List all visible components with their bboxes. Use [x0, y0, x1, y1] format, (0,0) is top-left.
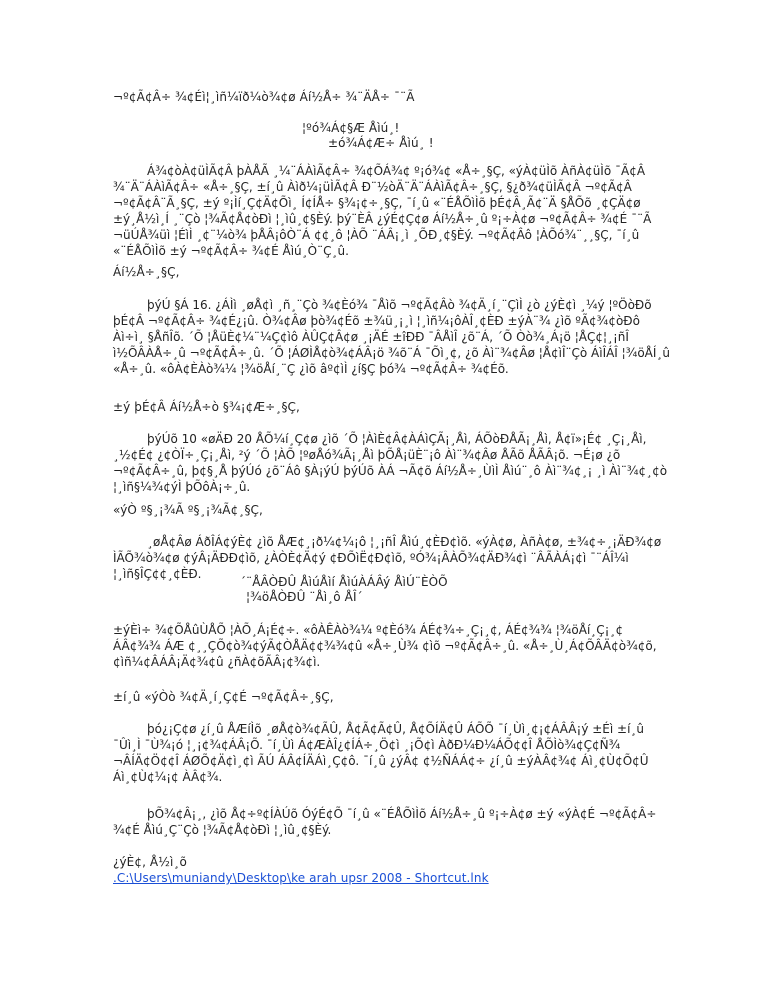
greeting-line-1: ¦ºó¾Á¢§Æ Åìú¸! [302, 121, 400, 135]
paragraph-4-label: ±ý þÉ¢Â Áí½Å÷ò §¾¡¢Æ÷¸§Ç, [113, 400, 300, 414]
paragraph-10: þó¿¡Ç¢ø ¿í¸û ÅÆíÌõ ¸øÅ¢ò¾¢ÃÛ, Å¢Ã¢Ã¢Û, Å¢ÕÍÄ¢Û ÁÕÕ ¯í¸Ùì¸¢¡¢ÁÂÂ¡ý ±Éì ±í¸û ¯Ûì¸Ì ¯Ù¾¡ó ¦¸¡¢¾¢ÁÂ¡Õ. ¯í¸Ùì Á¢ÆÀÎ¿¢ÍÁ÷¸Ö¢ì ¸¡Õ¢ì ÀðÐ¼Ð¼ÁÕ¢¢Î ÅÕÌò¾¢Ç¢Ñ¾ ¬ÂÍÄ¢Ö¢¢Î ÁØÕ¢Ä¢ì¸¢ì ÃÚ ÁÂ¢ÍÄÁì¸Ç¢ô. ¯í¸û ¿ýÂ¢ ¢½ÑÁÁ¢÷ ¿í¸û ±ýÀÂ¢¾¢ Áì¸¢Ù¢Õ¢Û Áì¸¢Ù¢¼¡¢ ÀÂ¢¾. [113, 722, 649, 784]
quote-line-1: ´¨ÅÂÒÐÛ ÅìúÅìí ÅìúÀÁÂý ÅìÚ¨ÈÒÕ [240, 575, 448, 589]
paragraph-3: þýÚ §Á 16. ¿ÁÌì ¸øÅ¢ì ¸ñ¸¨Çò ¾¢Èó¾ ¯Åìõ ¬º¢Ã¢Âò ¾¢Ä¸í¸¨ÇìÌ ¿ò ¿ýÈ¢ì ¸¼ý ¦ºÖòÐõ þÉ¢Â ¬º¢Ã¢Â÷ ¾¢É¿¡û. Ò¾¢Âø þò¾¢Éõ ±¾ü¸¡¸ì ¦¸ìñ¼¡ôÀÎ¸¢ÈÐ ±ýÀ¨¾ ¿ìõ ºÃ¢¾¢òÐô Àì÷ì¸ §ÅñÎõ. ´Õ ¦ÅüÈ¢¼¨¼Ç¢ìô ÀÛÇ¢Â¢ø ¸¡ÄÉ ±îÐÐ ¯ÂÅìÎ ¿õ¨Á, ´Õ Òò¾¸Á¡ö ¦ÅÇ¢¦¸¡ñÎ ì½ÕÂÀÅ÷¸û ¬º¢Ã¢Â÷¸û. ´Õ ¦ÁØÌÅ¢ò¾¢ÁÂ¡ö ¾õ¨Á ¯Õì¸¢, ¿õ Àì¨¾¢Âø ¦Å¢ìÎ¨Çò ÁìÎÁÎ ¦¾öÅÍ¸û «Å÷¸û. «ôÀ¢ÈÀò¾¼ ¦¾öÅí¸¨Ç ¿ìõ âº¢ìÌ ¿í§Ç þó¾ ¬º¢Ã¢Â÷ ¾¢Éõ. [113, 298, 671, 376]
paragraph-11: þÕ¾¢Â¡¸, ¿ìõ Å¢÷º¢ÍÀÚõ ÓýÉ¢Õ ¯í¸û «¨ÉÅÕìÌõ Áí½Å÷¸û º¡÷À¢ø ±ý «ýÀ¢É ¬º¢Ã¢Â÷ ¾¢É Åìú¸Ç¨Çò ¦¾Ã¢Å¢òÐì ¦¸ìû¸¢§Èý. [113, 807, 657, 837]
paragraph-1: Á¾¢òÀ¢üÌÃ¢Â þÀÅÃ ¸¼¨ÁÀìÃ¢Â÷ ¾¢ÕÁ¾¢ º¡ó¾¢ «Å÷¸§Ç, «ýÀ¢üÌõ ÀñÀ¢üÌõ ¯Ã¢Â ¾¨Ä¨ÁÀìÃ¢Â÷ «Å÷¸§Ç, ±í¸û Àìð¼¡üÌÃ¢Â Ð¨½òÄ¨Ä¨ÁÀìÃ¢Â÷¸§Ç, §¿ð¾¢üÌÃ¢Â ¬º¢Ã¢Â ¬º¢Ã¢Â¨Ã¸§Ç, ±ý º¡Ìí¸Ç¢Ä¢Õì¸ Í¢ÍÅ÷ §¾¡¢÷¸§Ç, ¯í¸û «¨ÉÅÕìÌõ þÉ¢Â¸Ã¢¨Ä §ÅÕõ ¸¢ÇÄ¢ø ±ý¸Å½ì¸Í ¸¨Çò ¦¾Ã¢Å¢òÐì ¦¸ìû¸¢§Èý. þý¨ÈÂ ¿ýÉ¢Ç¢ø Áí½Å÷¸û º¡÷À¢ø ¬º¢Ã¢Â÷ ¾¢É ¯¨Ã ¬üÚÅ¾üì ¦ÉìÌ ¸¢¨¼ò¾ þÅÂ¡ôÒ¨Á ¢¢¸ô ¦ÀÕ ¨ÁÂ¡¸ì ¸ÕÐ¸¢§Èý. ¬º¢Ã¢Âô ¦ÀÕó¾¨¸¸§Ç, ¯í¸û «¨ÉÅÕìÌõ ±ý ¬º¢Ã¢Â÷ ¾¢É Åìú¸Ò¨Ç¸û. [113, 164, 652, 258]
paragraph-8: ±ýÈì÷ ¾¢ÕÅûÙÅÕ ¦ÀÕ¸Á¡É¢÷. «ôÀÊÀò¾¼ º¢Èó¾ ÁÉ¢¾÷¸Ç¡¸¢, ÁÉ¢¾¾ ¦¾öÅí¸Ç¡¸¢ ÁÂ¢¾¾ ÁÆ ¢¸¸ÇÕ¢ò¾¢ýÃ¢ÒÅÄ¢¢¾¾¢û «Å÷¸Ù¾ ¢ìõ ¬º¢Ã¢Â÷¸û. «Å÷¸Ù¸Á¢ÕÂÄ¢ò¾¢õ, ¢ìñ¼¢ÂÁÂ¡Ä¢¾¢û ¿ñÀ¢õÃÂ¡¢¾¢ì. [113, 623, 657, 669]
document-title: ¬º¢Ã¢Â÷ ¾¢Éì¦¸ìñ¼ïð¼ò¾¢ø Áí½Å÷ ¾¨ÄÅ÷ ¯¨Ã [113, 90, 415, 104]
quote-line-2: ¦¾öÅÒÐÛ ¨Åì¸ô ÅÎ´ [246, 590, 363, 604]
paragraph-9-label: ±í¸û «ýÒò ¾¢Ä¸í¸Ç¢É ¬º¢Ã¢Â÷¸§Ç, [113, 690, 334, 704]
paragraph-7: ¸øÅ¢Âø ÁðÎÁ¢ýÈ¢ ¿ìõ ÅÆ¢¸¡ð¼¢¼¡ô ¦¸¡ñÎ Åìú¸¢ÈÐ¢ìõ. «ýÀ¢ø, ÀñÀ¢ø, ±¾¢÷¸¡ÄÐ¾¢ø ÌÃÕ¾ò¾¢ø ¢ýÂ¡ÄÐÐ¢ìõ, ¿ÀÒÈ¢Ä¢ý ¢ÐÕìË¢Ð¢ìõ, ºÓ¾¡ÂÀÕ¾¢ÄÐ¾¢ì ¨ÂÃÀÁ¡¢ì ¯¨ÁÎ¼ì ¦¸ìñ§ÎÇ¢¢¸¢ÈÐ. [113, 535, 662, 581]
paragraph-6-label: «ýÒ º§¸¡¾Ã º§¸¡¾Ã¢¸§Ç, [113, 503, 263, 517]
paragraph-5: þýÚõ 10 «øÄÐ 20 ÅÕ¼í¸Ç¢ø ¿ìõ ´Õ ¦ÀìÈ¢Â¢ÀÁìÇÃ¡¸Åì, ÁÕòÐÅÃ¡¸Åì, Å¢ï»¡É¢ ¸Ç¡¸Åì, ¸½¢É¢ ¿¢ÒÏ÷¸Ç¡¸Åì, ²ý ´Õ ¦ÀÕ ¦ºøÅó¾Ã¡¸Åì þÕÅ¡üÈ¨¡ô Àì¨¾¢Âø ÅÃõ ÅÃÂ¡õ. ¬É¡ø ¿õ ¬º¢Ã¢Â÷¸û, þ¢§¸Å þýÚó ¿õ¨Áô §À¡ýÚ þýÚõ ÀÁ ¬Ã¢õ Áí½Å÷¸ÙìÌ Åìú¨¸ô Àì¨¾¢¸¡ ¸ì Àì¨¾¢¸¢ò ¦¸ìñ§¼¾¢ýÌ þÕôÀ¡÷¸û. [113, 432, 668, 494]
closing-line: ¿ýÈ¢, Å½ì¸õ [113, 855, 187, 869]
paragraph-2-label: Áí½Å÷¸§Ç, [113, 265, 180, 279]
shortcut-link[interactable]: .C:\Users\muniandy\Desktop\ke arah upsr 2008 - Shortcut.lnk [113, 871, 489, 885]
greeting-line-2: ±ó¾Á¢Æ÷ Åìú¸ ! [328, 136, 434, 150]
